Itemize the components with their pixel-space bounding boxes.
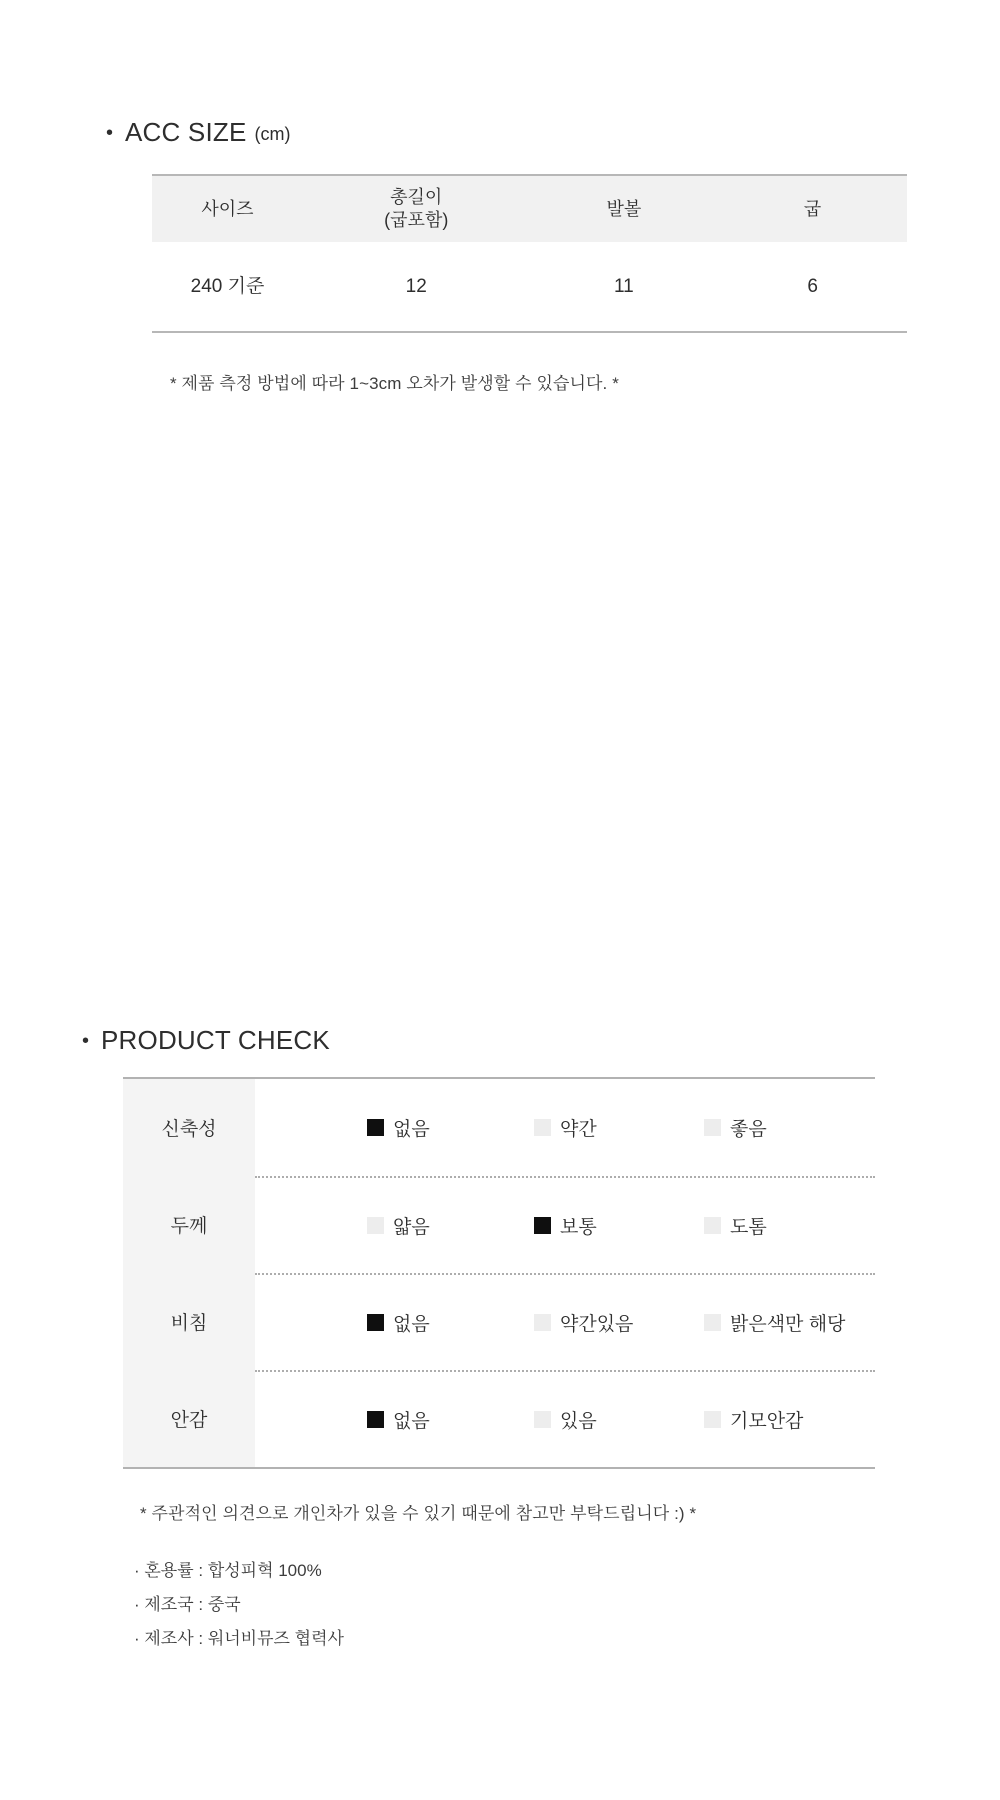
row-label-sheerness: 비침 xyxy=(123,1273,255,1370)
row-label-elasticity: 신축성 xyxy=(123,1079,255,1176)
option-label: 좋음 xyxy=(730,1119,767,1140)
option-item xyxy=(534,1114,704,1141)
option-checkbox xyxy=(367,1119,384,1136)
option-checkbox xyxy=(367,1314,384,1331)
cell-size-value: 240 기준 xyxy=(190,276,265,297)
option-item xyxy=(704,1212,875,1239)
option-checkbox xyxy=(534,1119,551,1136)
option-checkbox xyxy=(367,1217,384,1234)
row-label-thickness: 두께 xyxy=(123,1176,255,1273)
cell-total-length-value: 12 xyxy=(405,276,427,297)
option-checkbox xyxy=(704,1411,721,1428)
row-label-lining: 안감 xyxy=(123,1370,255,1467)
option-checkbox xyxy=(704,1314,721,1331)
option-label: 밝은색만 해당 xyxy=(730,1314,846,1335)
column-header-total-length xyxy=(303,186,530,232)
option-item xyxy=(367,1406,534,1433)
bullet-icon: • xyxy=(106,121,114,144)
option-label: 기모안감 xyxy=(730,1411,804,1432)
table-row-elasticity xyxy=(123,1079,875,1176)
cell-foot-width-value: 11 xyxy=(614,276,634,297)
option-label: 약간있음 xyxy=(560,1314,634,1335)
column-header-size: 사이즈 xyxy=(201,198,254,219)
acc-size-note: * 제품 측정 방법에 따라 1~3cm 오차가 발생할 수 있습니다. * xyxy=(170,374,619,393)
table-row-sheerness xyxy=(123,1273,875,1370)
info-line-manufacturer: · 제조사 : 워너비뮤즈 협력사 xyxy=(134,1628,344,1648)
table-row xyxy=(152,242,907,331)
column-header-total-length-line1: 총길이 xyxy=(390,187,443,207)
row-options xyxy=(255,1370,875,1467)
product-info-list xyxy=(134,1551,344,1653)
option-item xyxy=(367,1212,534,1239)
option-item xyxy=(534,1309,704,1336)
product-check-title-text: PRODUCT CHECK xyxy=(101,1025,330,1055)
column-header-foot-width: 발볼 xyxy=(606,198,642,219)
option-item xyxy=(704,1406,875,1433)
option-item xyxy=(704,1114,875,1141)
acc-size-table-header-row xyxy=(152,176,907,242)
acc-size-title-text: ACC SIZE xyxy=(125,117,247,147)
row-options xyxy=(255,1176,875,1273)
row-options xyxy=(255,1079,875,1176)
option-label: 도톰 xyxy=(730,1217,767,1238)
option-checkbox xyxy=(704,1217,721,1234)
column-header-total-length-line2: (굽포함) xyxy=(384,210,449,230)
option-checkbox xyxy=(534,1217,551,1234)
option-checkbox xyxy=(534,1411,551,1428)
option-checkbox xyxy=(704,1119,721,1136)
info-line-material: · 혼용률 : 합성피혁 100% xyxy=(134,1560,322,1580)
table-row-lining xyxy=(123,1370,875,1467)
option-label: 있음 xyxy=(560,1411,597,1432)
option-item xyxy=(367,1309,534,1336)
option-label: 약간 xyxy=(560,1119,597,1140)
acc-size-table xyxy=(152,174,907,333)
acc-size-unit: (cm) xyxy=(254,124,291,144)
option-label: 보통 xyxy=(560,1217,597,1238)
row-options xyxy=(255,1273,875,1370)
option-item xyxy=(534,1406,704,1433)
option-label: 얇음 xyxy=(393,1217,430,1238)
table-row-thickness xyxy=(123,1176,875,1273)
option-label: 없음 xyxy=(393,1119,430,1140)
product-check-table xyxy=(123,1077,875,1469)
option-checkbox xyxy=(534,1314,551,1331)
info-line-country: · 제조국 : 중국 xyxy=(134,1594,241,1614)
option-label: 없음 xyxy=(393,1314,430,1335)
product-check-title xyxy=(82,1025,330,1056)
bullet-icon: • xyxy=(82,1029,90,1052)
option-item xyxy=(367,1114,534,1141)
cell-heel-value: 6 xyxy=(807,276,818,297)
option-item xyxy=(704,1309,875,1336)
product-check-note: * 주관적인 의견으로 개인차가 있을 수 있기 때문에 참고만 부탁드립니다 :) * xyxy=(140,1504,697,1523)
acc-size-title xyxy=(106,117,291,148)
option-item xyxy=(534,1212,704,1239)
column-header-heel: 굽 xyxy=(803,198,822,219)
option-label: 없음 xyxy=(393,1411,430,1432)
option-checkbox xyxy=(367,1411,384,1428)
